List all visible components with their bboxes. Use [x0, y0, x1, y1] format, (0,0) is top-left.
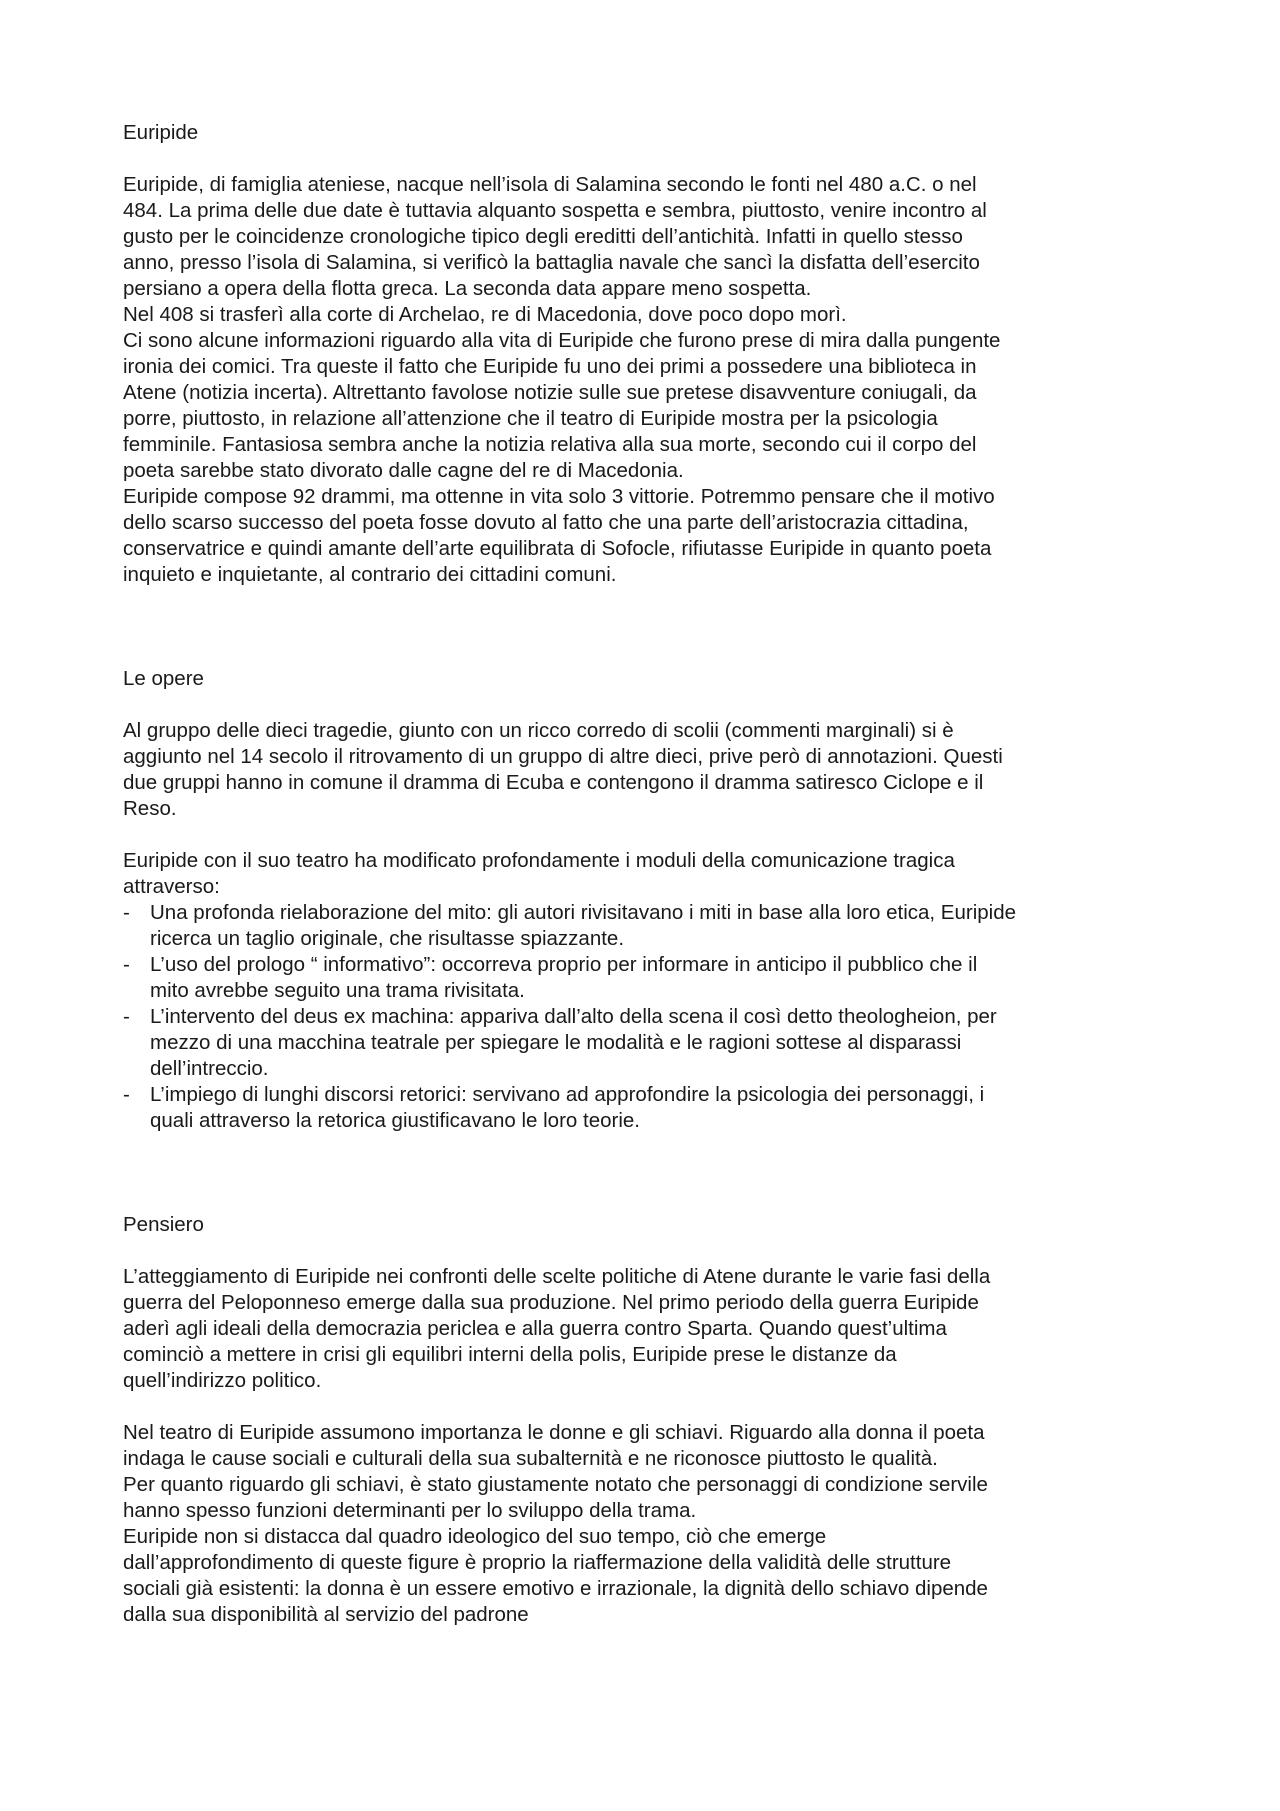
section-heading-pensiero: Pensiero [123, 1213, 204, 1236]
section-heading-euripide: Euripide [123, 121, 199, 144]
bullet-dash: - [123, 953, 130, 976]
opere-bullet-list [123, 900, 1183, 1134]
bullet-dash: - [123, 1005, 130, 1028]
paragraph-opere-teatro: Euripide con il suo teatro ha modificato profondamente i moduli della comunicazione tragica attraverso: [123, 849, 955, 898]
paragraph-opere-tragedie: Al gruppo delle dieci tragedie, giunto con un ricco corredo di scolii (commenti marginali) si è aggiunto nel 14 secolo il ritrovamento di un gruppo di altre dieci, prive però di annotazioni. Questi due gruppi hanno in comune il dramma di Ecuba e contengono il dramma satiresco Ciclope e il Reso. [123, 719, 1003, 820]
section-heading-le-opere: Le opere [123, 667, 204, 690]
bullet-dash: - [123, 1083, 130, 1106]
list-item-text: L’uso del prologo “ informativo”: occorreva proprio per informare in anticipo il pubblico che il mito avrebbe seguito una trama rivisitata. [150, 953, 978, 1002]
bullet-dash: - [123, 901, 130, 924]
list-item [123, 900, 1183, 952]
paragraph-pensiero-donne-schiavi: Nel teatro di Euripide assumono importanza le donne e gli schiavi. Riguardo alla donna il poeta indaga le cause sociali e culturali della sua subalternità e ne riconosce piuttosto le qualità. Per quanto riguardo gli schiavi, è stato giustamente notato che personaggi di condizione servile hanno spesso funzioni determinanti per lo sviluppo della trama. Euripide non si distacca dal quadro ideologico del suo tempo, ciò che emerge dall’approfondimento di queste figure è proprio la riaffermazione della validità delle strutture sociali già esistenti: la donna è un essere emotivo e irrazionale, la dignità dello schiavo dipende dalla sua disponibilità al servizio del padrone [123, 1421, 988, 1626]
list-item [123, 1004, 1183, 1082]
list-item [123, 1082, 1183, 1134]
list-item-text: Una profonda rielaborazione del mito: gli autori rivisitavano i miti in base alla loro etica, Euripide ricerca un taglio originale, che risultasse spiazzante. [150, 901, 1017, 950]
paragraph-biography: Euripide, di famiglia ateniese, nacque nell’isola di Salamina secondo le fonti nel 480 a.C. o nel 484. La prima delle due date è tuttavia alquanto sospetta e sembra, piuttosto, venire incontro al gusto per le coincidenze cronologiche tipico degli ereditti dell’antichità. Infatti in quello stesso anno, presso l’isola di Salamina, si verificò la battaglia navale che sancì la disfatta dell’esercito persiano a opera della flotta greca. La seconda data appare meno sospetta. Nel 408 si trasferì alla corte di Archelao, re di Macedonia, dove poco dopo morì. Ci sono alcune informazioni riguardo alla vita di Euripide che furono prese di mira dalla pungente ironia dei comici. Tra queste il fatto che Euripide fu uno dei primi a possedere una biblioteca in Atene (notizia incerta). Altrettanto favolose notizie sulle sue pretese disavventure coniugali, da porre, piuttosto, in relazione all’attenzione che il teatro di Euripide mostra per la psicologia femminile. Fantasiosa sembra anche la notizia relativa alla sua morte, secondo cui il corpo del poeta sarebbe stato divorato dalle cagne del re di Macedonia. Euripide compose 92 drammi, ma ottenne in vita solo 3 vittorie. Potremmo pensare che il motivo dello scarso successo del poeta fosse dovuto al fatto che una parte dell’aristocrazia cittadina, conservatrice e quindi amante dell’arte equilibrata di Sofocle, rifiutasse Euripide in quanto poeta inquieto e inquietante, al contrario dei cittadini comuni. [123, 173, 1001, 586]
list-item-text: L’impiego di lunghi discorsi retorici: servivano ad approfondire la psicologia dei personaggi, i quali attraverso la retorica giustificavano le loro teorie. [150, 1083, 985, 1132]
document-page [123, 120, 1183, 1628]
list-item-text: L’intervento del deus ex machina: appariva dall’alto della scena il così detto theologheion, per mezzo di una macchina teatrale per spiegare le modalità e le ragioni sottese al disparassi dell’intreccio. [150, 1005, 997, 1080]
list-item [123, 952, 1183, 1004]
paragraph-pensiero-politica: L’atteggiamento di Euripide nei confronti delle scelte politiche di Atene durante le varie fasi della guerra del Peloponneso emerge dalla sua produzione. Nel primo periodo della guerra Euripide aderì agli ideali della democrazia periclea e alla guerra contro Sparta. Quando quest’ultima cominciò a mettere in crisi gli equilibri interni della polis, Euripide prese le distanze da quell’indirizzo politico. [123, 1265, 991, 1392]
